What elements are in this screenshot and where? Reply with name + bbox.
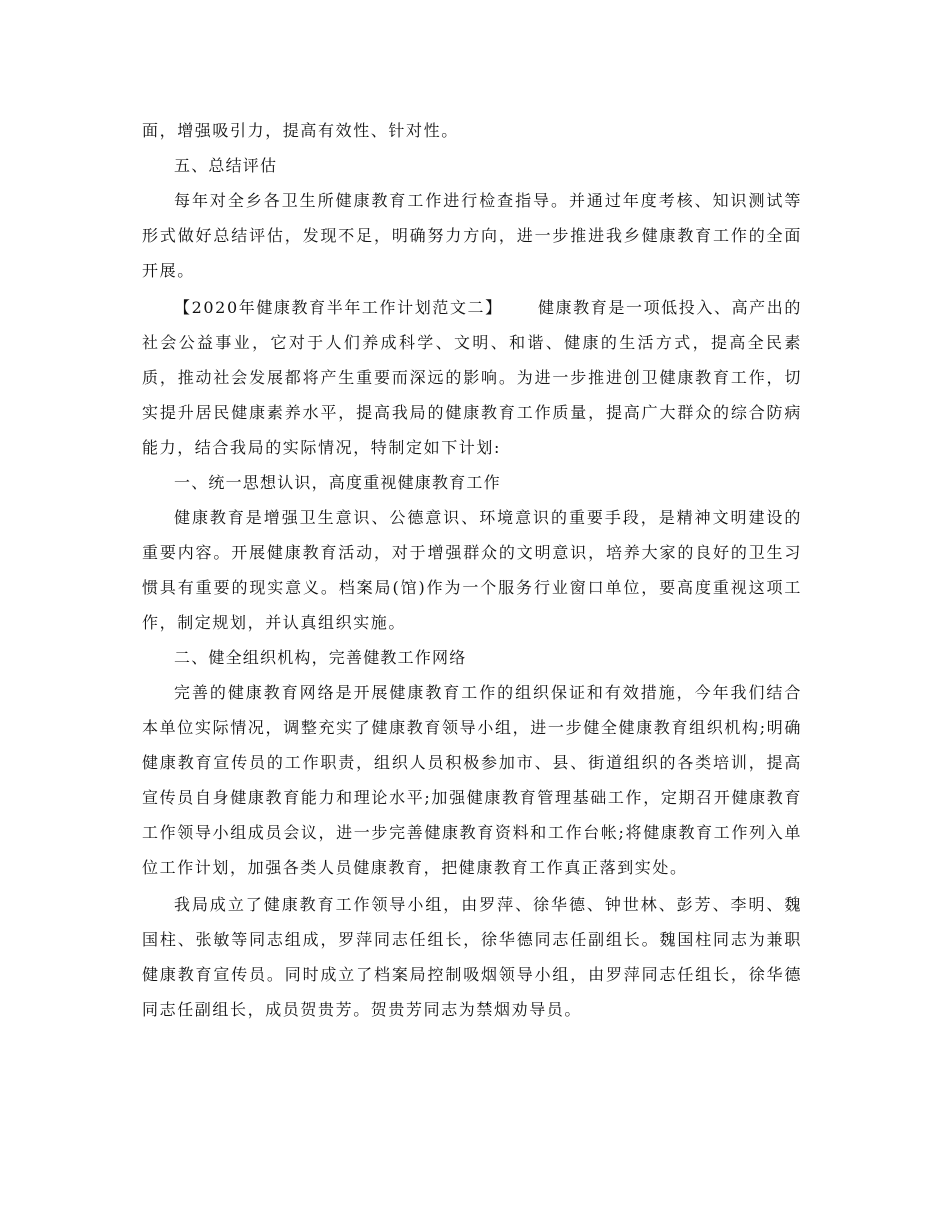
document-page	[142, 113, 802, 1027]
section-heading-unify: 一、统一思想认识，高度重视健康教育工作	[174, 473, 501, 492]
paragraph-continuation: 面，增强吸引力，提高有效性、针对性。	[142, 121, 459, 140]
paragraph-network: 完善的健康教育网络是开展健康教育工作的组织保证和有效措施，今年我们结合本单位实际情况，调整充实了健康教育领导小组，进一步健全健康教育组织机构;明确健康教育宣传员的工作职责，组织人员积极参加市、县、街道组织的各类培训，提高宣传员自身健康教育能力和理论水平;加强健康教育管理基础工作，定期召开健康教育工作领导小组成员会议，进一步完善健康教育资料和工作台帐;将健康教育工作列入单位工作计划，加强各类人员健康教育，把健康教育工作真正落到实处。	[142, 683, 802, 877]
paragraph-sample-two	[142, 290, 802, 465]
paragraph-leadership-group: 我局成立了健康教育工作领导小组，由罗萍、徐华德、钟世林、彭芳、李明、魏国柱、张敏等同志组成，罗萍同志任组长，徐华德同志任副组长。魏国柱同志为兼职健康教育宣传员。同时成立了档案局控制吸烟领导小组，由罗萍同志任组长，徐华德同志任副组长，成员贺贵芳。贺贵芳同志为禁烟劝导员。	[142, 895, 802, 1019]
section-heading-summary: 五、总结评估	[174, 156, 278, 175]
paragraph-importance: 健康教育是增强卫生意识、公德意识、环境意识的重要手段，是精神文明建设的重要内容。开展健康教育活动，对于增强群众的文明意识，培养大家的良好的卫生习惯具有重要的现实意义。档案局(馆)作为一个服务行业窗口单位，要高度重视这项工作，制定规划，并认真组织实施。	[142, 508, 802, 632]
sample-title: 【2020年健康教育半年工作计划范文二】	[174, 298, 503, 317]
section-heading-organization: 二、健全组织机构，完善健教工作网络	[174, 648, 467, 667]
paragraph-evaluation: 每年对全乡各卫生所健康教育工作进行检查指导。并通过年度考核、知识测试等形式做好总结评估，发现不足，明确努力方向，进一步推进我乡健康教育工作的全面开展。	[142, 191, 802, 280]
sample-intro: 健康教育是一项低投入、高产出的社会公益事业，它对于人们养成科学、文明、和谐、健康的生活方式，提高全民素质，推动社会发展都将产生重要而深远的影响。为进一步推进创卫健康教育工作，切实提升居民健康素养水平，提高我局的健康教育工作质量，提高广大群众的综合防病能力，结合我局的实际情况，特制定如下计划:	[142, 298, 802, 457]
